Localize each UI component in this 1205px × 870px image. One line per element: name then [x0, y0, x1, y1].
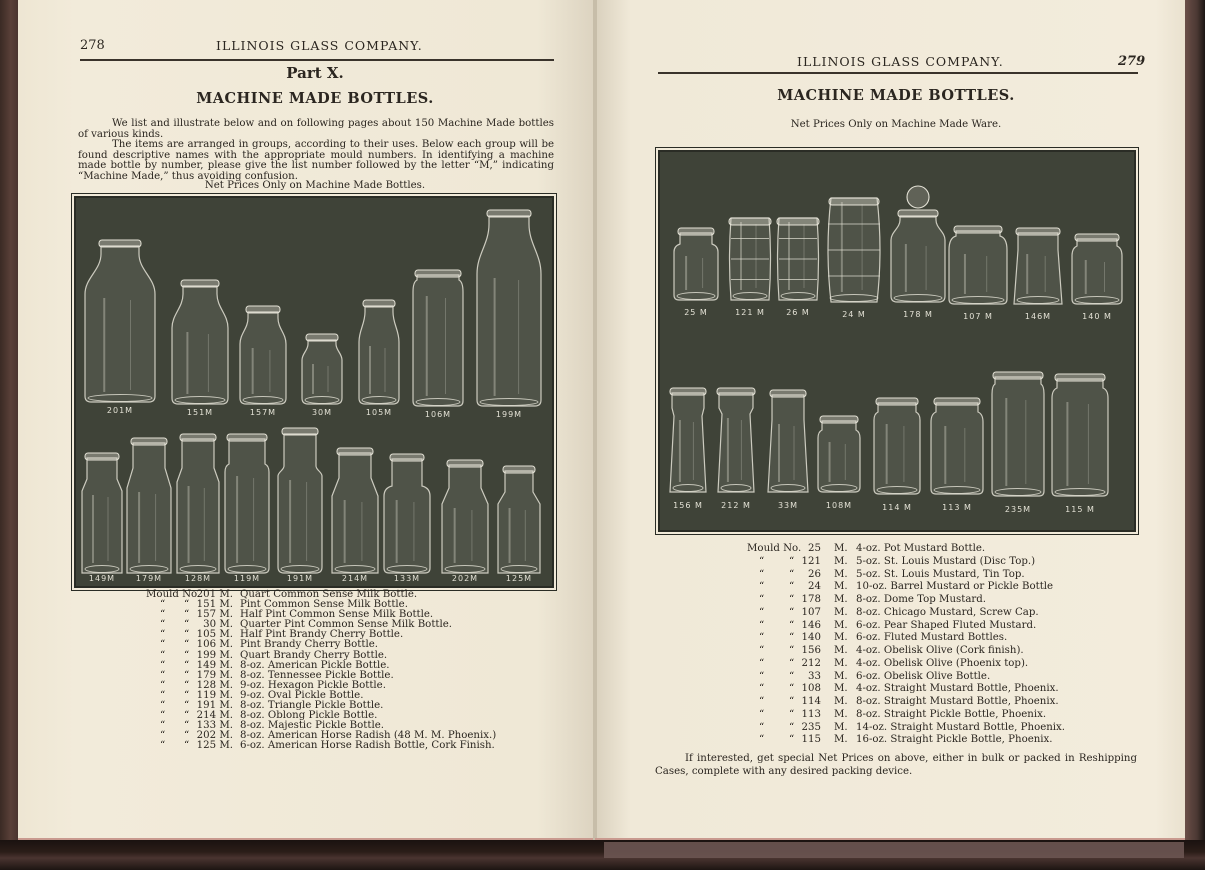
machine-made-letter: M.	[834, 619, 848, 631]
mould-number: 114	[801, 696, 821, 707]
bottle-illustration	[1014, 228, 1062, 304]
mould-number-label: 108M	[825, 501, 853, 510]
ditto-mark: “	[160, 689, 166, 701]
ditto-mark: “	[759, 708, 765, 720]
bottle-illustration	[828, 198, 880, 302]
bottle-illustration	[278, 428, 322, 573]
mould-number-label: 149M	[88, 574, 116, 583]
bottle-description: 8-oz. American Horse Radish (48 M. M. Phoenix.)	[240, 730, 497, 742]
mould-number-label: 121 M	[735, 308, 765, 317]
bottle-description: Pint Brandy Cherry Bottle.	[240, 639, 378, 651]
ditto-mark: “	[184, 619, 190, 631]
bottle-description: Half Pint Common Sense Milk Bottle.	[240, 609, 434, 621]
ditto-mark: “	[184, 710, 190, 722]
list-item	[747, 696, 1147, 709]
bottle-illustration	[818, 416, 860, 492]
bottle-illustration	[85, 240, 155, 402]
bottle-illustration	[949, 226, 1007, 304]
mould-number: 125 M.	[196, 740, 233, 752]
mould-number: 140	[801, 632, 821, 644]
bottle-illustration	[332, 448, 378, 573]
list-item	[747, 709, 1147, 722]
mould-number-label: 179M	[135, 574, 163, 583]
mould-number: 121	[801, 555, 821, 567]
bottle-description: 10-oz. Barrel Mustard or Pickle Bottle	[856, 581, 1054, 593]
mould-list-left	[140, 590, 560, 752]
mould-number-label: 30M	[311, 408, 333, 417]
ditto-mark: “	[184, 629, 190, 641]
ditto-mark: “	[160, 599, 166, 611]
bottle-illustration	[931, 398, 983, 494]
net-prices-note-left: Net Prices Only on Machine Made Bottles.	[204, 180, 426, 191]
mould-number-label: 151M	[186, 408, 214, 417]
mould-number-label: 24 M	[842, 310, 866, 319]
ditto-mark: “	[184, 740, 190, 752]
mould-number: 24	[808, 581, 821, 593]
mould-number: 108	[801, 683, 821, 695]
intro-paragraph-1: We list and illustrate below and on following pages about 150 Machine Made bottles of various kinds.	[78, 118, 554, 140]
list-item	[747, 594, 1147, 607]
mould-number: 25	[808, 543, 821, 554]
machine-made-letter: M.	[834, 721, 848, 733]
mould-number-label: 202M	[451, 574, 479, 583]
bottle-illustration	[240, 306, 286, 404]
bottle-illustration	[670, 388, 706, 492]
ditto-mark: “	[160, 669, 166, 681]
list-item	[747, 734, 1147, 747]
bottle-description: 8-oz. American Pickle Bottle.	[240, 659, 390, 671]
book-cloth-spine	[604, 842, 1184, 858]
ditto-mark: “	[759, 721, 765, 733]
bottle-description: Quart Common Sense Milk Bottle.	[240, 589, 418, 600]
ditto-mark: “	[789, 683, 795, 695]
list-item	[747, 671, 1147, 684]
machine-made-letter: M.	[834, 645, 848, 656]
mould-number: 202 M.	[196, 730, 233, 742]
bottle-illustration	[1052, 374, 1108, 496]
list-item	[747, 683, 1147, 696]
ditto-mark: “	[184, 649, 190, 661]
bottle-description: 4-oz. Straight Mustard Bottle, Phoenix.	[856, 683, 1059, 695]
ditto-mark: “	[184, 689, 190, 701]
bottle-illustration	[82, 453, 122, 573]
ditto-mark: “	[789, 619, 795, 631]
bottle-illustration	[498, 466, 540, 573]
page-edge	[18, 838, 595, 840]
bottle-illustration	[359, 300, 399, 404]
mould-number: 113	[801, 708, 821, 720]
mould-number: 199 M.	[196, 649, 233, 661]
machine-made-letter: M.	[834, 683, 848, 695]
bottle-description: 4-oz. Pot Mustard Bottle.	[856, 543, 986, 554]
part-heading: Part X.	[286, 64, 344, 82]
net-prices-note-right: Net Prices Only on Machine Made Ware.	[790, 119, 1002, 130]
header-rule-right	[658, 72, 1138, 74]
mould-number: 151 M.	[196, 599, 233, 611]
mould-no-prefix: Mould No.	[146, 589, 201, 600]
ditto-mark: “	[759, 594, 765, 605]
mould-number: 107	[801, 606, 821, 618]
bottle-illustration	[302, 334, 342, 404]
mould-number-label: 128M	[184, 574, 212, 583]
machine-made-letter: M.	[834, 543, 848, 554]
mould-number: 146	[801, 619, 821, 631]
reshipping-footnote: If interested, get special Net Prices on above, either in bulk or packed in Reshipping Cases, complete with any desired packing device.	[655, 753, 1137, 777]
mould-number-label: 146M	[1024, 312, 1052, 321]
ditto-mark: “	[160, 609, 166, 621]
page-title-left: MACHINE MADE BOTTLES.	[196, 90, 434, 107]
mould-number-label: 199M	[495, 410, 523, 419]
ditto-mark: “	[759, 734, 765, 746]
bottle-description: 16-oz. Straight Pickle Bottle, Phoenix.	[856, 734, 1053, 746]
mould-number-label: 113 M	[942, 503, 972, 512]
bottle-illustration	[729, 218, 771, 300]
list-item	[747, 607, 1147, 620]
bottle-description: 4-oz. Obelisk Olive (Phoenix top).	[856, 657, 1029, 669]
machine-made-letter: M.	[834, 606, 848, 618]
machine-made-letter: M.	[834, 594, 848, 605]
ditto-mark: “	[184, 730, 190, 742]
bottle-description: 6-oz. Pear Shaped Fluted Mustard.	[856, 619, 1037, 631]
ditto-mark: “	[759, 619, 765, 631]
ditto-mark: “	[789, 632, 795, 644]
bottle-description: 9-oz. Oval Pickle Bottle.	[240, 689, 364, 701]
page-title-right: MACHINE MADE BOTTLES.	[777, 87, 1015, 104]
bottle-illustration	[874, 398, 920, 494]
mould-number-label: 26 M	[786, 308, 810, 317]
mould-number-label: 140 M	[1082, 312, 1112, 321]
ditto-mark: “	[160, 730, 166, 742]
mould-number-label: 178 M	[903, 310, 933, 319]
ditto-mark: “	[759, 645, 765, 656]
mould-list-right	[747, 543, 1147, 747]
ditto-mark: “	[160, 679, 166, 691]
bottle-illustration	[1072, 234, 1122, 304]
mould-number: 156	[801, 645, 821, 656]
bottle-description: 5-oz. St. Louis Mustard (Disc Top.)	[856, 555, 1036, 567]
mould-number: 133 M.	[196, 720, 233, 732]
mould-number-label: 25 M	[684, 308, 708, 317]
bottle-illustration	[777, 218, 819, 300]
ditto-mark: “	[759, 606, 765, 618]
bottle-illustration	[992, 372, 1044, 496]
mould-number-label: 106M	[424, 410, 452, 419]
ditto-mark: “	[789, 657, 795, 669]
ditto-mark: “	[789, 645, 795, 656]
mould-number: 201 M.	[196, 589, 233, 600]
ditto-mark: “	[160, 629, 166, 641]
ditto-mark: “	[789, 708, 795, 720]
bottle-illustration	[442, 460, 488, 573]
machine-made-letter: M.	[834, 632, 848, 644]
mould-number-label: 105M	[365, 408, 393, 417]
ditto-mark: “	[759, 670, 765, 682]
bottle-illustration	[674, 228, 718, 300]
mould-number: 128 M.	[196, 679, 233, 691]
bottle-illustration	[891, 210, 945, 302]
mould-number: 106 M.	[196, 639, 233, 651]
ditto-mark: “	[184, 659, 190, 671]
mould-number: 212	[801, 657, 821, 669]
bottle-illustration	[413, 270, 463, 406]
list-item	[747, 543, 1147, 556]
list-item	[140, 741, 560, 751]
mould-number: 179 M.	[196, 669, 233, 681]
mould-number-label: 235M	[1004, 505, 1032, 514]
mould-number-label: 125M	[505, 574, 533, 583]
bottle-illustration	[477, 210, 541, 406]
bottle-description: 6-oz. Fluted Mustard Bottles.	[856, 632, 1008, 644]
ditto-mark: “	[160, 639, 166, 651]
bottle-plate-right	[658, 150, 1136, 532]
mould-number-label: 114 M	[882, 503, 912, 512]
mould-number-label: 191M	[286, 574, 314, 583]
ditto-mark: “	[184, 679, 190, 691]
mould-number-label: 107 M	[963, 312, 993, 321]
mould-number-label: 119M	[233, 574, 261, 583]
header-rule-left	[80, 59, 554, 61]
ditto-mark: “	[184, 720, 190, 732]
ditto-mark: “	[160, 619, 166, 631]
list-item	[747, 645, 1147, 658]
ditto-mark: “	[789, 555, 795, 567]
list-item	[747, 658, 1147, 671]
mould-number: 235	[801, 721, 821, 733]
mould-number: 33	[808, 670, 821, 682]
ditto-mark: “	[789, 721, 795, 733]
ditto-mark: “	[160, 740, 166, 752]
ditto-mark: “	[184, 700, 190, 712]
machine-made-letter: M.	[834, 708, 848, 720]
machine-made-letter: M.	[834, 568, 848, 580]
machine-made-letter: M.	[834, 581, 848, 593]
ditto-mark: “	[160, 720, 166, 732]
bottle-description: Quarter Pint Common Sense Milk Bottle.	[240, 619, 453, 631]
mould-number-label: 115 M	[1065, 505, 1095, 514]
mould-no-prefix: Mould No.	[747, 543, 802, 554]
list-item	[747, 569, 1147, 582]
ditto-mark: “	[759, 696, 765, 707]
book-cover-right	[1185, 0, 1205, 870]
ditto-mark: “	[759, 568, 765, 580]
ditto-mark: “	[184, 609, 190, 621]
mould-number: 115	[801, 734, 821, 746]
mould-number: 30 M.	[203, 619, 233, 631]
list-item	[747, 722, 1147, 735]
mould-number: 149 M.	[196, 659, 233, 671]
mould-number-label: 133M	[393, 574, 421, 583]
page-number-279: 279	[1118, 54, 1146, 69]
ditto-mark: “	[789, 581, 795, 593]
book-cover-left	[0, 0, 18, 870]
mould-number-label: 157M	[249, 408, 277, 417]
ditto-mark: “	[759, 555, 765, 567]
mould-number-label: 156 M	[673, 501, 703, 510]
page-number-278: 278	[80, 38, 105, 53]
mould-number: 178	[801, 594, 821, 605]
ditto-mark: “	[759, 632, 765, 644]
ditto-mark: “	[789, 594, 795, 605]
ditto-mark: “	[184, 599, 190, 611]
ditto-mark: “	[184, 669, 190, 681]
machine-made-letter: M.	[834, 670, 848, 682]
bottle-description: 8-oz. Tennessee Pickle Bottle.	[240, 669, 394, 681]
machine-made-letter: M.	[834, 657, 848, 669]
bottle-description: 8-oz. Chicago Mustard, Screw Cap.	[856, 606, 1039, 618]
ditto-mark: “	[160, 659, 166, 671]
bottle-illustration	[384, 454, 430, 573]
bottle-illustration	[225, 434, 269, 573]
bottle-description: 8-oz. Majestic Pickle Bottle.	[240, 720, 384, 732]
bottle-description: 6-oz. Obelisk Olive Bottle.	[856, 670, 991, 682]
bottle-description: 14-oz. Straight Mustard Bottle, Phoenix.	[856, 721, 1066, 733]
ditto-mark: “	[789, 670, 795, 682]
bottle-description: 8-oz. Straight Mustard Bottle, Phoenix.	[856, 696, 1059, 707]
mould-number: 214 M.	[196, 710, 233, 722]
mould-number-label: 33M	[777, 501, 799, 510]
machine-made-letter: M.	[834, 555, 848, 567]
bottle-illustration	[172, 280, 228, 404]
mould-number: 191 M.	[196, 700, 233, 712]
ditto-mark: “	[789, 606, 795, 618]
machine-made-letter: M.	[834, 696, 848, 707]
ditto-mark: “	[789, 696, 795, 707]
intro-paragraph-2: The items are arranged in groups, according to their uses. Below each group will be found descriptive names with the appropriate mould numbers. In identifying a machine made bottle by number, please give the list number followed by the letter “M,” indicating “Machine Made,” thus avoiding confusion.	[78, 139, 554, 182]
mould-number-label: 214M	[341, 574, 369, 583]
bottle-illustration	[127, 438, 171, 573]
ditto-mark: “	[184, 639, 190, 651]
bottle-description: 4-oz. Obelisk Olive (Cork finish).	[856, 645, 1024, 656]
mould-number: 26	[808, 568, 821, 580]
list-item	[747, 620, 1147, 633]
bottle-illustrations-left	[76, 198, 552, 586]
mould-number: 105 M.	[196, 629, 233, 641]
bottle-plate-left	[74, 196, 554, 588]
bottle-illustrations-right	[660, 152, 1134, 530]
bottle-illustration	[717, 388, 755, 492]
bottle-description: 8-oz. Dome Top Mustard.	[856, 594, 987, 605]
page-edge	[595, 838, 1185, 840]
bottle-illustration	[768, 390, 808, 492]
list-item	[747, 581, 1147, 594]
running-head-left: ILLINOIS GLASS COMPANY.	[216, 38, 423, 53]
running-head-right: ILLINOIS GLASS COMPANY.	[797, 54, 1004, 69]
ditto-mark: “	[160, 710, 166, 722]
ditto-mark: “	[789, 568, 795, 580]
bottle-description: 8-oz. Straight Pickle Bottle, Phoenix.	[856, 708, 1047, 720]
mould-number-label: 212 M	[721, 501, 751, 510]
ditto-mark: “	[759, 581, 765, 593]
gutter	[593, 0, 597, 840]
list-item	[747, 556, 1147, 569]
ditto-mark: “	[759, 657, 765, 669]
bottle-description: 8-oz. Oblong Pickle Bottle.	[240, 710, 378, 722]
ditto-mark: “	[160, 700, 166, 712]
mould-number: 157 M.	[196, 609, 233, 621]
ditto-mark: “	[160, 649, 166, 661]
mould-number-label: 201M	[106, 406, 134, 415]
bottle-description: Pint Common Sense Milk Bottle.	[240, 599, 408, 611]
bottle-illustration	[177, 434, 219, 573]
bottle-description: Quart Brandy Cherry Bottle.	[240, 649, 388, 661]
dome-stopper-icon	[907, 186, 929, 208]
list-item	[747, 632, 1147, 645]
bottle-description: 8-oz. Triangle Pickle Bottle.	[240, 700, 384, 712]
ditto-mark: “	[789, 734, 795, 746]
bottle-description: 6-oz. American Horse Radish Bottle, Cork Finish.	[240, 740, 495, 752]
mould-number: 119 M.	[196, 689, 233, 701]
machine-made-letter: M.	[834, 734, 848, 746]
bottle-description: 9-oz. Hexagon Pickle Bottle.	[240, 679, 386, 691]
bottle-description: 5-oz. St. Louis Mustard, Tin Top.	[856, 568, 1025, 580]
ditto-mark: “	[759, 683, 765, 695]
bottle-description: Half Pint Brandy Cherry Bottle.	[240, 629, 404, 641]
